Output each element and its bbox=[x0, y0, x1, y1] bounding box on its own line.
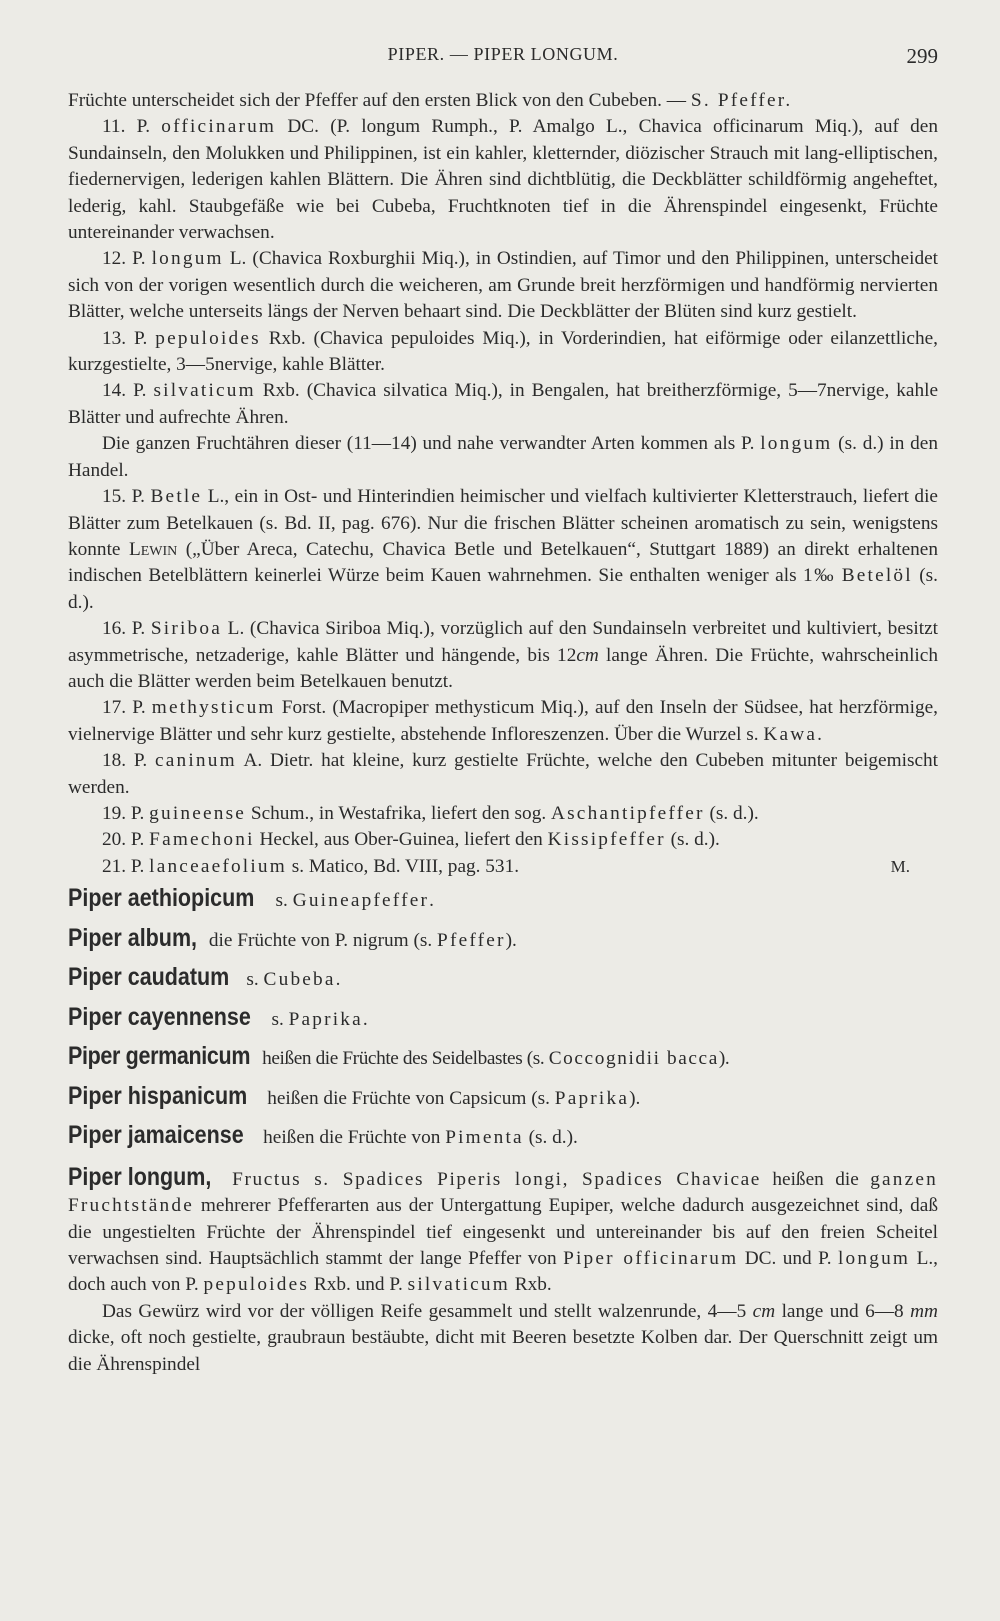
author-signature: M. bbox=[890, 856, 910, 876]
entry-germanicum: Piper germanicum heißen die Früchte des Seidelbastes (s. Coccognidii bacca). bbox=[68, 1038, 938, 1078]
entry-aethiopicum: Piper aethiopicum s. Guineapfeffer. bbox=[68, 880, 938, 920]
headword: Piper aethiopicum bbox=[68, 884, 255, 913]
headword: Piper hispanicum bbox=[68, 1081, 248, 1110]
species-21: 21. P. lanceaefolium s. Matico, Bd. VIII, pag. 531. M. bbox=[68, 854, 938, 880]
species-13: 13. P. pepuloides Rxb. (Chavica pepuloides Miq.), in Vorderindien, hat eiförmige oder eilanzettliche, kurzgestielte, 3—5nervige, kahle Blätter. bbox=[68, 327, 938, 376]
entry-album: Piper album, die Früchte von P. nigrum (s. Pfeffer). bbox=[68, 920, 938, 960]
author-name: Lewin bbox=[128, 538, 178, 560]
article-body bbox=[68, 88, 938, 1378]
species-name: silvaticum bbox=[153, 380, 256, 402]
headword: Piper longum, bbox=[68, 1162, 212, 1191]
entry-caudatum: Piper caudatum s. Cubeba. bbox=[68, 959, 938, 999]
species-12: 12. P. longum L. (Chavica Roxburghii Miq.), in Ostindien, auf Timor und den Philippinen, unterscheidet sich von der vorigen wesentlich durch die weicheren, am Grunde breit herzförmigen und handförmig nervierten Blätter, welche unterseits längs der Nerven behaart sind. Die Deckblätter der Blüten sind kurz gestielt. bbox=[68, 248, 938, 323]
species-name: longum bbox=[151, 248, 224, 270]
paragraph-continued: Früchte unterscheidet sich der Pfeffer auf den ersten Blick von den Cubeben. — S. Pfeffer. bbox=[68, 90, 793, 111]
species-name: Siriboa bbox=[150, 618, 222, 640]
headword: Piper jamaicense bbox=[68, 1121, 244, 1150]
headword: Piper cayennense bbox=[68, 1002, 251, 1031]
species-19: 19. P. guineense Schum., in Westafrika, liefert den sog. Aschantipfeffer (s. d.). bbox=[102, 802, 759, 824]
headword: Piper caudatum bbox=[68, 963, 230, 992]
entry-cayennense: Piper cayennense s. Paprika. bbox=[68, 999, 938, 1039]
species-14: 14. P. silvaticum Rxb. (Chavica silvatica Miq.), in Bengalen, hat breitherzförmige, 5—7nervige, kahle Blätter und aufrechte Ähren. bbox=[68, 380, 939, 428]
cross-reference: S. Pfeffer. bbox=[690, 90, 793, 111]
species-18: 18. P. caninum A. Dietr. hat kleine, kurz gestielte Früchte, welche den Cubeben mitunter beigemischt werden. bbox=[68, 750, 939, 798]
species-20: 20. P. Famechoni Heckel, aus Ober-Guinea, liefert den Kissipfeffer (s. d.). bbox=[102, 829, 720, 851]
species-name: guineense bbox=[149, 802, 247, 824]
species-name: Famechoni bbox=[149, 829, 255, 851]
species-name: Betle bbox=[150, 486, 203, 508]
headword: Piper germanicum bbox=[68, 1042, 251, 1071]
species-17: 17. P. methysticum Forst. (Macropiper methysticum Miq.), auf den Inseln der Südsee, hat herzförmige, vielnervige Blätter und sehr kurz gestielte, abstehende Infloreszenzen. Über die Wurzel s. Kawa. bbox=[68, 697, 939, 745]
entry-jamaicense: Piper jamaicense heißen die Früchte von Pimenta (s. d.). bbox=[68, 1117, 938, 1157]
species-11: 11. P. officinarum DC. (P. longum Rumph., P. Amalgo L., Chavica officinarum Miq.), auf den Sundainseln, den Molukken und Philippinen, ist ein kahler, kletternder, diözischer Strauch mit lang-elliptischen, fiedernervigen, lederigen kahlen Blättern. Die Ähren sind dichtblütig, die Deckblätter schildförmig angeheftet, lederig, kahl. Staubgefäße wie bei Cubeba, Fruchtknoten tief in die Ährenspindel eingesenkt, Früchte untereinander verwachsen. bbox=[68, 116, 938, 244]
species-name: methysticum bbox=[151, 697, 276, 719]
species-name: lanceaefolium bbox=[149, 855, 287, 877]
running-title: PIPER. — PIPER LONGUM. bbox=[387, 44, 619, 64]
page-number: 299 bbox=[906, 44, 938, 68]
fruit-ears-note: Die ganzen Fruchtähren dieser (11—14) und nahe verwandter Arten kommen als P. longum (s. d.) in den Handel. bbox=[68, 433, 938, 481]
headword: Piper album, bbox=[68, 923, 198, 952]
species-name: caninum bbox=[155, 750, 237, 772]
longum-description: Das Gewürz wird vor der völligen Reife gesammelt und stellt walzenrunde, 4—5 cm lange und 6—8 mm dicke, oft noch gestielte, graubraun bestäubte, dicht mit Beeren besetzte Kolben dar. Der Querschnitt zeigt um die Ährenspindel bbox=[68, 1300, 938, 1375]
species-16: 16. P. Siriboa L. (Chavica Siriboa Miq.), vorzüglich auf den Sundainseln verbreitet und kultiviert, besitzt asymmetrische, netzaderige, kahle Blätter und hängende, bis 12cm lange Ähren. Die Früchte, wahrscheinlich auch die Blätter werden beim Betelkauen benutzt. bbox=[68, 618, 939, 692]
species-15: 15. P. Betle L., ein in Ost- und Hinterindien heimischer und vielfach kultivierter Kletterstrauch, liefert die Blätter zum Betelkauen (s. Bd. II, pag. 676). Nur die frischen Blätter scheinen aromatisch zu sein, wenigstens konnte Lewin („Über Areca, Catechu, Chavica Betle und Betelkauen“, Stuttgart 1889) an direkt erhaltenen indischen Betelblättern keinerlei Würze beim Kauen wahrnehmen. Sie enthalten weniger als 1‰ Betelöl (s. d.). bbox=[68, 486, 938, 613]
entry-longum: Piper longum, Fructus s. Spadices Piperis longi, Spadices Chavicae heißen die ganzen Fruchtstände mehrerer Pfefferarten aus der Untergattung Eupiper, welche dadurch ausgezeichnet sind, daß die ungestielten Früchte der Ährenspindel tief eingesenkt und untereinander bis auf den freien Scheitel verwachsen sind. Hauptsächlich stammt der lange Pfeffer von Piper officinarum DC. und P. longum L., doch auch von P. pepuloides Rxb. und P. silvaticum Rxb. bbox=[68, 1162, 938, 1296]
species-name: officinarum bbox=[161, 116, 277, 138]
entry-hispanicum: Piper hispanicum heißen die Früchte von Capsicum (s. Paprika). bbox=[68, 1078, 938, 1118]
species-name: pepuloides bbox=[155, 327, 261, 349]
running-header bbox=[68, 44, 938, 74]
